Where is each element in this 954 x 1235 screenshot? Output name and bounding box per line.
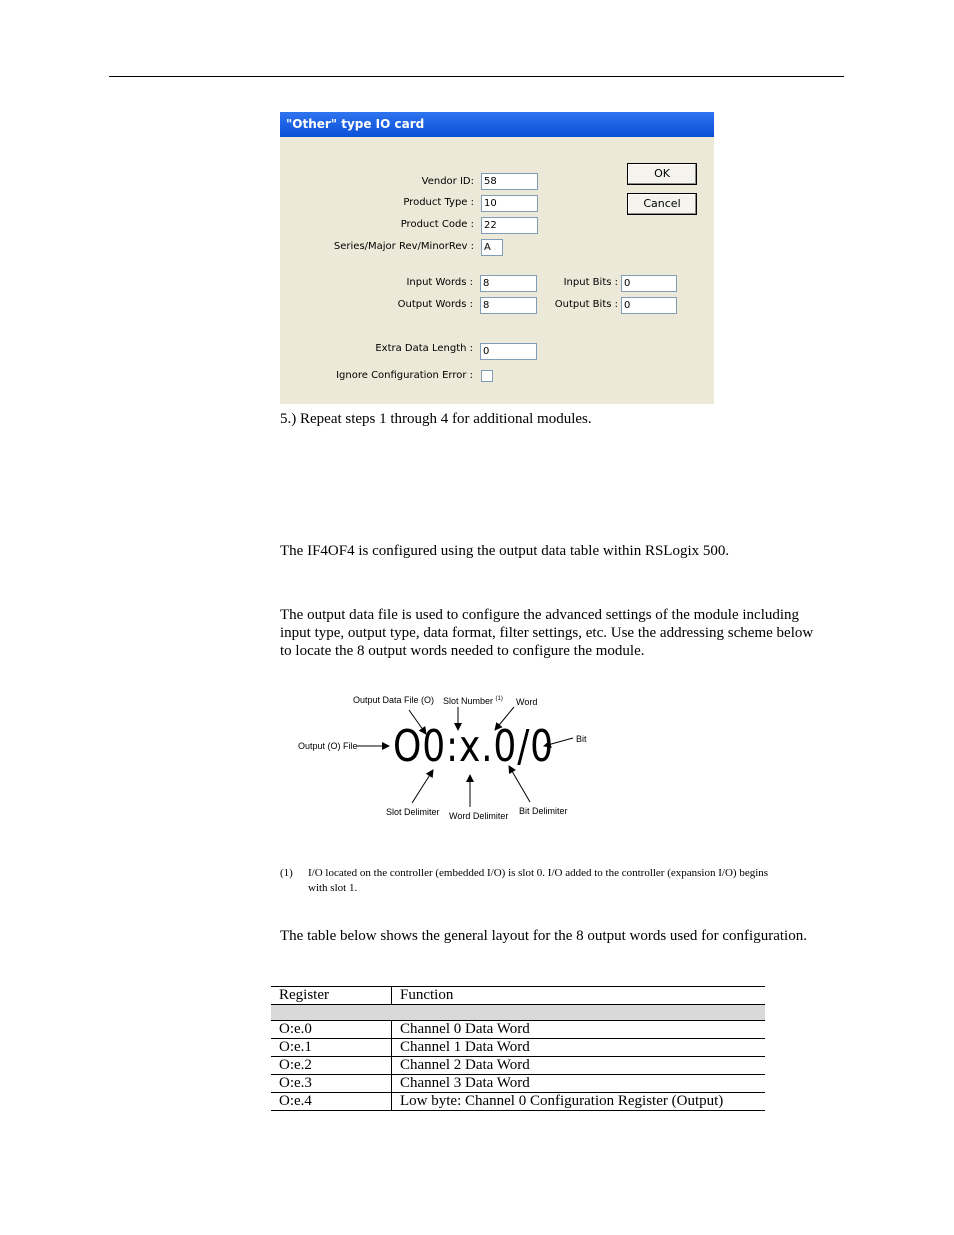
- register-cell: O:e.4: [271, 1093, 392, 1111]
- register-cell: O:e.0: [271, 1021, 392, 1039]
- step-5-text: 5.) Repeat steps 1 through 4 for additional modules.: [280, 411, 592, 427]
- table-shaded-row: [271, 1005, 765, 1021]
- column-header-function: Function: [392, 987, 766, 1005]
- output-bits-field[interactable]: 0: [621, 297, 677, 314]
- extra-data-length-label: Extra Data Length :: [375, 343, 473, 354]
- register-cell: O:e.1: [271, 1039, 392, 1057]
- cancel-button[interactable]: Cancel: [627, 193, 697, 215]
- output-words-label: Output Words :: [397, 299, 473, 310]
- vendor-id-label: Vendor ID:: [421, 176, 474, 187]
- other-io-card-dialog: [280, 112, 714, 404]
- word-delimiter-label: Word Delimiter: [449, 811, 509, 821]
- column-header-register: Register: [271, 987, 392, 1005]
- address-example: O0:x.0/0: [393, 721, 554, 772]
- function-cell: Channel 1 Data Word: [392, 1039, 766, 1057]
- table-row: [271, 1021, 765, 1039]
- series-label: Series/Major Rev/MinorRev :: [333, 241, 474, 252]
- paragraph-output-line-3: to locate the 8 output words needed to configure the module.: [280, 643, 645, 659]
- paragraph-output-line-1: The output data file is used to configure the advanced settings of the module including: [280, 607, 800, 623]
- input-words-field[interactable]: 8: [480, 275, 537, 292]
- footnote-line-1: I/O located on the controller (embedded I/O) is slot 0. I/O added to the controller (expansion I/O) begins: [308, 867, 769, 879]
- paragraph-output-line-2: input type, output type, data format, filter settings, etc. Use the addressing scheme below: [280, 625, 814, 641]
- register-cell: O:e.3: [271, 1075, 392, 1093]
- function-cell: Low byte: Channel 0 Configuration Register (Output): [392, 1093, 766, 1111]
- input-bits-field[interactable]: 0: [621, 275, 677, 292]
- slot-number-label: Slot Number $^{(1)}$: [443, 696, 503, 706]
- output-words-field[interactable]: 8: [480, 297, 537, 314]
- output-data-file-label: Output Data File (O): [353, 695, 435, 705]
- function-cell: Channel 3 Data Word: [392, 1075, 766, 1093]
- product-code-field[interactable]: 22: [481, 217, 538, 234]
- slot-delimiter-label: Slot Delimiter: [386, 807, 440, 817]
- header-rule: [109, 76, 844, 77]
- shaded-cell: [271, 1005, 765, 1021]
- table-row: [271, 1057, 765, 1075]
- table-row: [271, 1039, 765, 1057]
- bit-label: Bit: [576, 734, 587, 744]
- vendor-id-field[interactable]: 58: [481, 173, 538, 190]
- word-label: Word: [516, 697, 538, 707]
- output-file-label: Output (O) File: [298, 741, 358, 751]
- input-bits-label: Input Bits :: [563, 277, 618, 288]
- function-cell: Channel 2 Data Word: [392, 1057, 766, 1075]
- table-row: [271, 1093, 765, 1111]
- table-row: [271, 1075, 765, 1093]
- register-cell: O:e.2: [271, 1057, 392, 1075]
- product-code-label: Product Code :: [400, 219, 474, 230]
- ignore-config-error-checkbox[interactable]: [481, 370, 493, 382]
- paragraph-table-intro: The table below shows the general layout for the 8 output words used for configuration.: [280, 928, 807, 944]
- function-cell: Channel 0 Data Word: [392, 1021, 766, 1039]
- output-words-table: [271, 986, 765, 1111]
- series-field[interactable]: A: [481, 239, 503, 256]
- footnote-line-2: with slot 1.: [308, 882, 358, 894]
- dialog-title: "Other" type IO card: [280, 112, 714, 137]
- ok-button[interactable]: OK: [627, 163, 697, 185]
- footnote-marker: (1): [280, 867, 293, 879]
- addressing-diagram: [295, 690, 595, 825]
- product-type-field[interactable]: 10: [481, 195, 538, 212]
- extra-data-length-field[interactable]: 0: [480, 343, 537, 360]
- ignore-config-error-label: Ignore Configuration Error :: [336, 370, 473, 381]
- table-header-row: [271, 987, 765, 1005]
- output-bits-label: Output Bits :: [554, 299, 618, 310]
- paragraph-configured: The IF4OF4 is configured using the output data table within RSLogix 500.: [280, 543, 730, 559]
- product-type-label: Product Type :: [403, 197, 474, 208]
- input-words-label: Input Words :: [406, 277, 473, 288]
- bit-delimiter-label: Bit Delimiter: [519, 806, 568, 816]
